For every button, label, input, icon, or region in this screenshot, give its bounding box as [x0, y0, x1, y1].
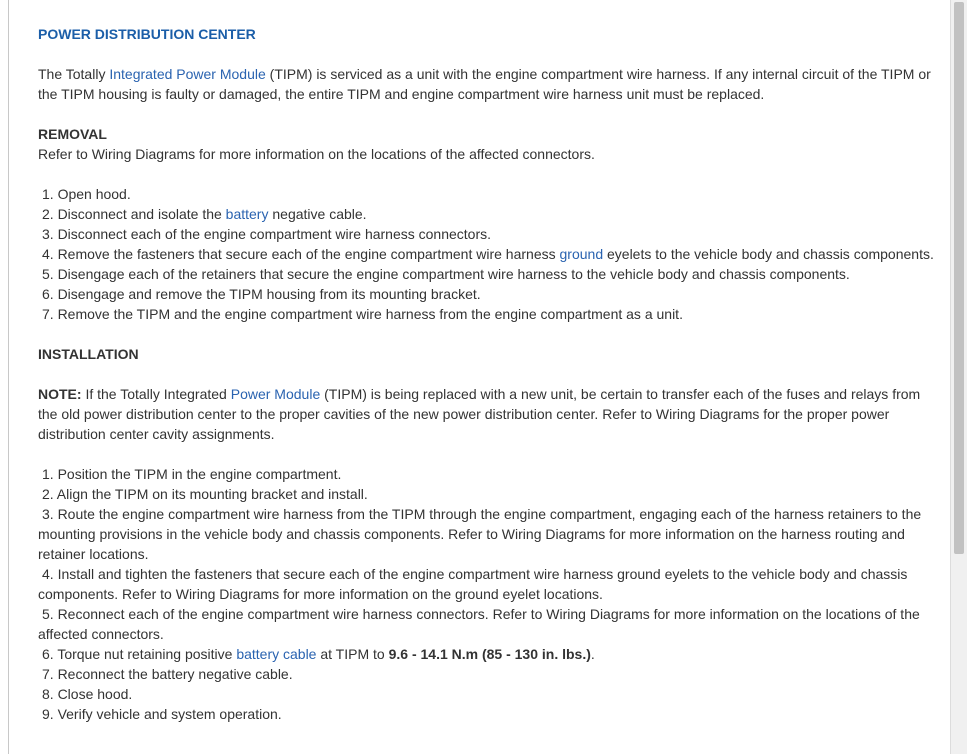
left-border [0, 0, 9, 754]
removal-heading: REMOVAL [38, 126, 107, 142]
removal-step-4-text: 4. Remove the fasteners that secure each of the engine compartment wire harness [42, 246, 560, 262]
installation-heading: INSTALLATION [38, 346, 139, 362]
list-item [38, 224, 938, 244]
removal-steps [38, 184, 938, 324]
vertical-scrollbar[interactable] [950, 0, 967, 754]
intro-paragraph [38, 64, 938, 104]
list-item [38, 304, 938, 324]
removal-step-3: 3. Disconnect each of the engine compartment wire harness connectors. [42, 226, 492, 242]
installation-step-8: 8. Close hood. [42, 686, 133, 702]
spacer [38, 324, 938, 344]
installation-step-3: 3. Route the engine compartment wire harness from the TIPM through the engine compartment, engaging each of the harness retainers to the mounting provisions in the vehicle body and chassis components. Refer to Wiring Diagrams for more information on the harness routing and retainer locations. [38, 506, 922, 562]
intro-text-2: (TIPM) is serviced as a unit with the engine compartment wire harness. If any internal circuit of the TIPM or the TIPM housing is faulty or damaged, the entire TIPM and engine compartment wire harness unit must be replaced. [38, 66, 931, 102]
removal-step-2-text-end: negative cable. [268, 206, 367, 222]
removal-step-1: 1. Open hood. [42, 186, 131, 202]
integrated-power-module-link[interactable]: Integrated Power Module [109, 66, 266, 82]
removal-step-4-text-end: eyelets to the vehicle body and chassis components. [603, 246, 934, 262]
installation-step-1: 1. Position the TIPM in the engine compartment. [42, 466, 342, 482]
installation-step-4: 4. Install and tighten the fasteners that secure each of the engine compartment wire harness ground eyelets to the vehicle body and chassis components. Refer to Wiring Diagrams for more information on the ground eyelet locations. [38, 566, 908, 602]
installation-step-7: 7. Reconnect the battery negative cable. [42, 666, 293, 682]
list-item [38, 464, 938, 484]
battery-cable-link[interactable]: battery cable [236, 646, 317, 662]
list-item [38, 664, 938, 684]
list-item [38, 564, 938, 604]
removal-step-5: 5. Disengage each of the retainers that secure the engine compartment wire harness to the vehicle body and chassis components. [42, 266, 850, 282]
scrollbar-thumb[interactable] [954, 2, 964, 554]
note-label: NOTE: [38, 386, 82, 402]
note-text-1: If the Totally Integrated [81, 386, 231, 402]
page-title: POWER DISTRIBUTION CENTER [38, 26, 256, 42]
installation-step-6-text-mid: at TIPM to [316, 646, 389, 662]
power-module-link[interactable]: Power Module [230, 386, 321, 402]
removal-step-2-text: 2. Disconnect and isolate the [42, 206, 226, 222]
torque-spec: 9.6 - 14.1 N.m (85 - 130 in. lbs.) [388, 646, 591, 662]
spacer [38, 364, 938, 384]
list-item [38, 484, 938, 504]
spacer [38, 104, 938, 124]
removal-step-6: 6. Disengage and remove the TIPM housing from its mounting bracket. [42, 286, 481, 302]
document-content [38, 24, 938, 724]
list-item [38, 184, 938, 204]
intro-text-1: The Totally [38, 66, 110, 82]
removal-note: Refer to Wiring Diagrams for more information on the locations of the affected connectors. [38, 146, 595, 162]
list-item [38, 244, 938, 264]
list-item [38, 264, 938, 284]
installation-step-5: 5. Reconnect each of the engine compartment wire harness connectors. Refer to Wiring Diagrams for more information on the locations of the affected connectors. [38, 606, 920, 642]
installation-steps [38, 464, 938, 724]
removal-step-7: 7. Remove the TIPM and the engine compartment wire harness from the engine compartment as a unit. [42, 306, 683, 322]
list-item [38, 704, 938, 724]
installation-step-6-text-end: . [590, 646, 595, 662]
installation-step-6-text: 6. Torque nut retaining positive [42, 646, 237, 662]
list-item [38, 284, 938, 304]
spacer [38, 444, 938, 464]
battery-link[interactable]: battery [225, 206, 269, 222]
list-item [38, 504, 938, 564]
list-item [38, 684, 938, 704]
list-item [38, 204, 938, 224]
installation-step-2: 2. Align the TIPM on its mounting bracket and install. [42, 486, 368, 502]
installation-note [38, 384, 938, 444]
installation-step-9: 9. Verify vehicle and system operation. [42, 706, 282, 722]
ground-link[interactable]: ground [559, 246, 604, 262]
note-text-2: (TIPM) is being replaced with a new unit, be certain to transfer each of the fuses and relays from the old power distribution center to the proper cavities of the new power distribution center. Refer to Wiring Diagrams for the proper power distribution center cavity assignments. [38, 386, 921, 442]
list-item [38, 644, 938, 664]
list-item [38, 604, 938, 644]
spacer [38, 164, 938, 184]
